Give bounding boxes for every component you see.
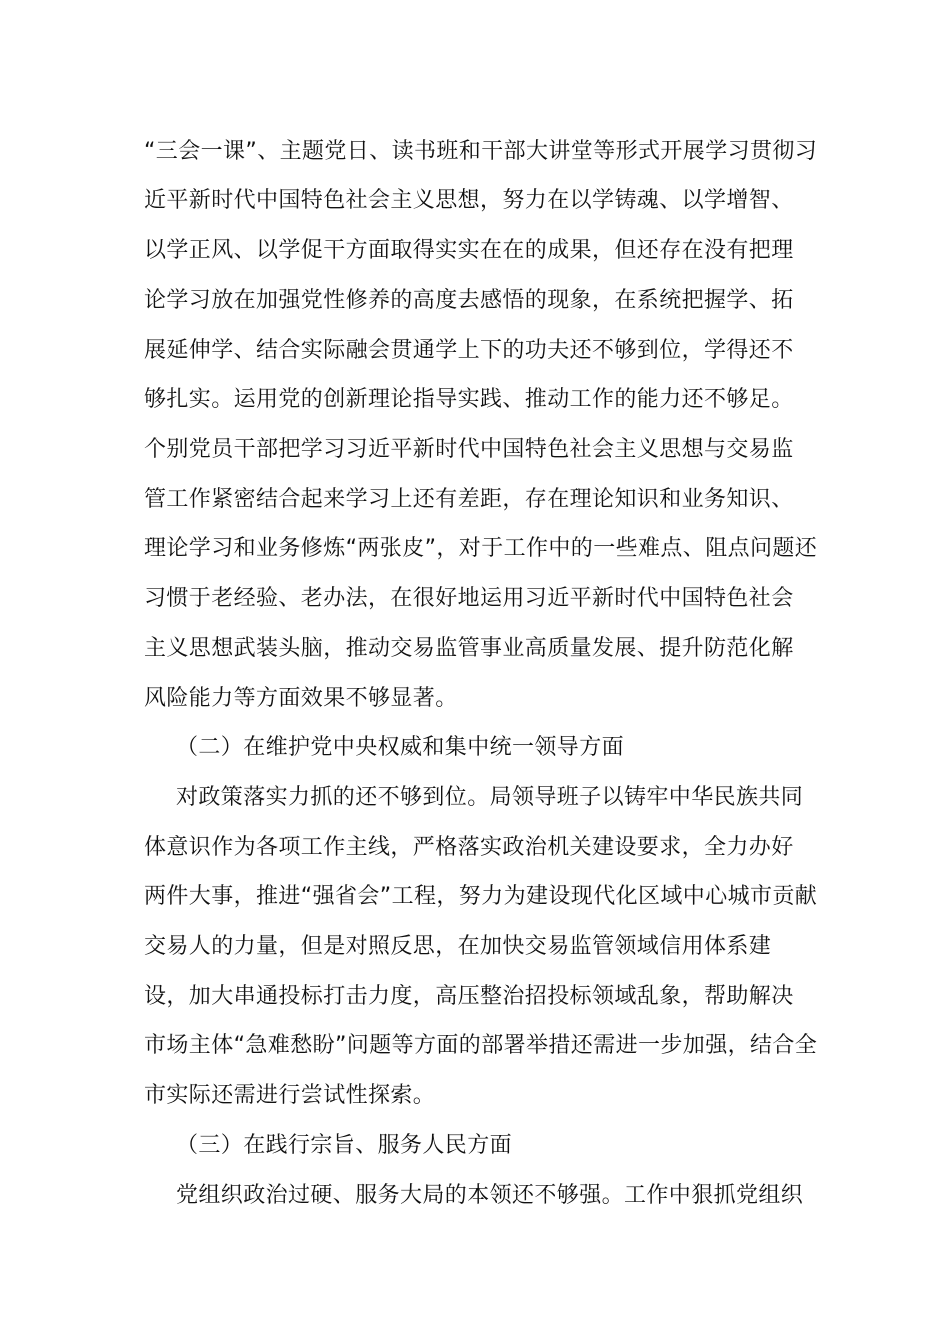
body-text-line: 市场主体“急难愁盼”问题等方面的部署举措还需进一步加强，结合全	[144, 1033, 818, 1058]
body-text-line: 展延伸学、结合实际融会贯通学上下的功夫还不够到位，学得还不	[144, 338, 794, 363]
body-text-line: 风险能力等方面效果不够显著。	[144, 686, 458, 711]
body-text-line: 两件大事，推进“强省会”工程，努力为建设现代化区域中心城市贡献	[144, 884, 818, 909]
body-text-line: 主义思想武装头脑，推动交易监管事业高质量发展、提升防范化解	[144, 636, 794, 661]
paragraph-first-line: 对政策落实力抓的还不够到位。局领导班子以铸牢中华民族共同	[176, 785, 804, 810]
section-heading: （三）在践行宗旨、服务人民方面	[176, 1133, 513, 1158]
body-text-line: 体意识作为各项工作主线，严格落实政治机关建设要求，全力办好	[144, 835, 794, 860]
section-heading: （二）在维护党中央权威和集中统一领导方面	[176, 735, 625, 760]
body-text-line: 近平新时代中国特色社会主义思想，努力在以学铸魂、以学增智、	[144, 188, 794, 213]
body-text-line: 理论学习和业务修炼“两张皮”，对于工作中的一些难点、阻点问题还	[144, 536, 818, 561]
body-text-line: 习惯于老经验、老办法，在很好地运用习近平新时代中国特色社会	[144, 586, 794, 611]
body-text-line: 管工作紧密结合起来学习上还有差距，存在理论知识和业务知识、	[144, 487, 794, 512]
body-text-line: 论学习放在加强党性修养的高度去感悟的现象，在系统把握学、拓	[144, 288, 794, 313]
body-text-line: 个别党员干部把学习习近平新时代中国特色社会主义思想与交易监	[144, 437, 794, 462]
body-text-line: 交易人的力量，但是对照反思，在加快交易监管领域信用体系建	[144, 934, 772, 959]
body-text-line: 够扎实。运用党的创新理论指导实践、推动工作的能力还不够足。	[144, 387, 794, 412]
body-text-line: 市实际还需进行尝试性探索。	[144, 1083, 436, 1108]
paragraph-first-line: 党组织政治过硬、服务大局的本领还不够强。工作中狠抓党组织	[176, 1183, 804, 1208]
body-text-line: 设，加大串通投标打击力度，高压整治招投标领域乱象，帮助解决	[144, 984, 794, 1009]
body-text-line: 以学正风、以学促干方面取得实实在在的成果，但还存在没有把理	[144, 238, 794, 263]
body-text-line: “三会一课”、主题党日、读书班和干部大讲堂等形式开展学习贯彻习	[144, 139, 818, 164]
